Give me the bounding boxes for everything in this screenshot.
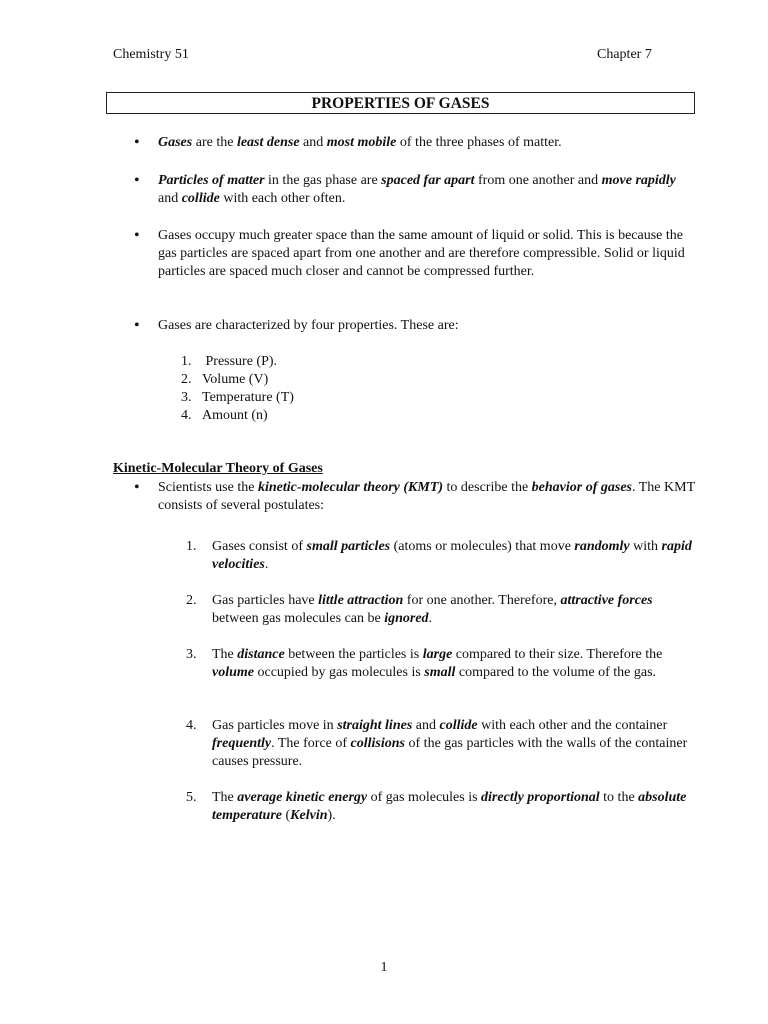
body-text: occupied by gas molecules is (254, 665, 425, 680)
body-text: between the particles is (284, 647, 423, 662)
body-text: Gas particles have (212, 593, 319, 608)
emphasis-text: Kelvin (290, 808, 328, 823)
emphasis-text: small (424, 665, 456, 680)
page-title: PROPERTIES OF GASES (106, 92, 695, 114)
header-chapter: Chapter 7 (597, 47, 652, 62)
body-text: compared to their size. Therefore the (452, 647, 663, 662)
body-text: with each other and the container (477, 718, 668, 733)
bullet-marker: • (134, 227, 140, 244)
postulate-number: 4. (186, 718, 197, 733)
emphasis-text: collide (439, 718, 478, 733)
list-item (181, 407, 268, 425)
emphasis-text: move rapidly (601, 173, 676, 188)
emphasis-text: spaced far apart (381, 173, 475, 188)
bullet-paragraph (158, 317, 698, 335)
list-label: Amount (n) (202, 408, 268, 423)
emphasis-text: small particles (306, 539, 391, 554)
body-text: ). (327, 808, 336, 823)
body-text: in the gas phase are (264, 173, 382, 188)
body-text: to describe the (443, 480, 532, 495)
list-label: Pressure (P). (202, 354, 278, 369)
body-text: ( (282, 808, 291, 823)
emphasis-text: directly proportional (481, 790, 600, 805)
list-number: 3. (181, 390, 192, 405)
bullet-marker: • (134, 134, 140, 151)
emphasis-text: attractive forces (560, 593, 653, 608)
bullet-marker: • (134, 317, 140, 334)
header-course: Chemistry 51 (113, 47, 189, 62)
body-text: and (158, 191, 182, 206)
emphasis-text: distance (237, 647, 285, 662)
body-text: with (629, 539, 662, 554)
emphasis-text: ignored (384, 611, 429, 626)
body-text: The (212, 647, 238, 662)
bullet-paragraph (158, 227, 698, 281)
emphasis-text: absolute temperature (212, 790, 687, 823)
emphasis-text: frequently (212, 736, 272, 751)
body-text: with each other often. (219, 191, 346, 206)
postulate-number: 3. (186, 647, 197, 662)
body-text: of gas molecules is (367, 790, 482, 805)
emphasis-text: behavior of gases (531, 480, 632, 495)
emphasis-text: least dense (236, 135, 300, 150)
postulate-text (212, 592, 694, 628)
postulate-number: 2. (186, 593, 197, 608)
body-text: . (264, 557, 269, 572)
body-text: and (299, 135, 327, 150)
emphasis-text: collide (181, 191, 220, 206)
emphasis-text: large (422, 647, 453, 662)
body-text: . The force of (271, 736, 351, 751)
postulate-text (212, 789, 694, 825)
list-item (181, 389, 294, 407)
bullet-marker: • (134, 172, 140, 189)
page-number: 1 (380, 960, 388, 975)
postulate-number: 5. (186, 790, 197, 805)
body-text: . The KMT consists of several postulates: (158, 480, 695, 513)
body-text: compared to the volume of the gas. (455, 665, 657, 680)
body-text: Gas particles move in (212, 718, 338, 733)
body-text: Scientists use the (158, 480, 258, 495)
list-number: 1. (181, 354, 192, 369)
body-text: . (428, 611, 433, 626)
body-text: Gases occupy much greater space than the same amount of liquid or solid. This is because the gas particles are spaced apart from one another and are therefore compressible. Solid or liquid particles are spaced much closer and cannot be compressed further. (158, 228, 685, 279)
postulate-number: 1. (186, 539, 197, 554)
emphasis-text: most mobile (326, 135, 397, 150)
postulate-text (212, 717, 694, 771)
body-text: of the gas particles with the walls of the container causes pressure. (212, 736, 688, 769)
body-text: and (412, 718, 440, 733)
section-heading: Kinetic-Molecular Theory of Gases (113, 461, 323, 476)
emphasis-text: collisions (350, 736, 406, 751)
list-label: Temperature (T) (202, 390, 294, 405)
emphasis-text: average kinetic energy (237, 790, 368, 805)
body-text: are the (192, 135, 237, 150)
emphasis-text: little attraction (318, 593, 404, 608)
emphasis-text: randomly (574, 539, 630, 554)
emphasis-text: Particles of matter (158, 173, 265, 188)
bullet-paragraph (158, 134, 698, 152)
body-text: of the three phases of matter. (396, 135, 562, 150)
bullet-paragraph (158, 479, 698, 515)
list-item (181, 353, 277, 371)
postulate-text (212, 538, 694, 574)
body-text: to the (599, 790, 639, 805)
emphasis-text: straight lines (337, 718, 413, 733)
body-text: Gases are characterized by four properties. These are: (158, 318, 459, 333)
list-item (181, 371, 268, 389)
list-number: 4. (181, 408, 192, 423)
postulate-text (212, 646, 694, 682)
emphasis-text: kinetic-molecular theory (KMT) (257, 480, 444, 495)
body-text: from one another and (474, 173, 602, 188)
body-text: Gases consist of (212, 539, 307, 554)
list-label: Volume (V) (202, 372, 269, 387)
emphasis-text: Gases (158, 135, 193, 150)
emphasis-text: volume (212, 665, 254, 680)
body-text: (atoms or molecules) that move (390, 539, 575, 554)
list-number: 2. (181, 372, 192, 387)
emphasis-text: rapid velocities (212, 539, 692, 572)
body-text: The (212, 790, 238, 805)
bullet-paragraph (158, 172, 698, 208)
body-text: for one another. Therefore, (403, 593, 561, 608)
bullet-marker: • (134, 479, 140, 496)
body-text: between gas molecules can be (212, 611, 385, 626)
